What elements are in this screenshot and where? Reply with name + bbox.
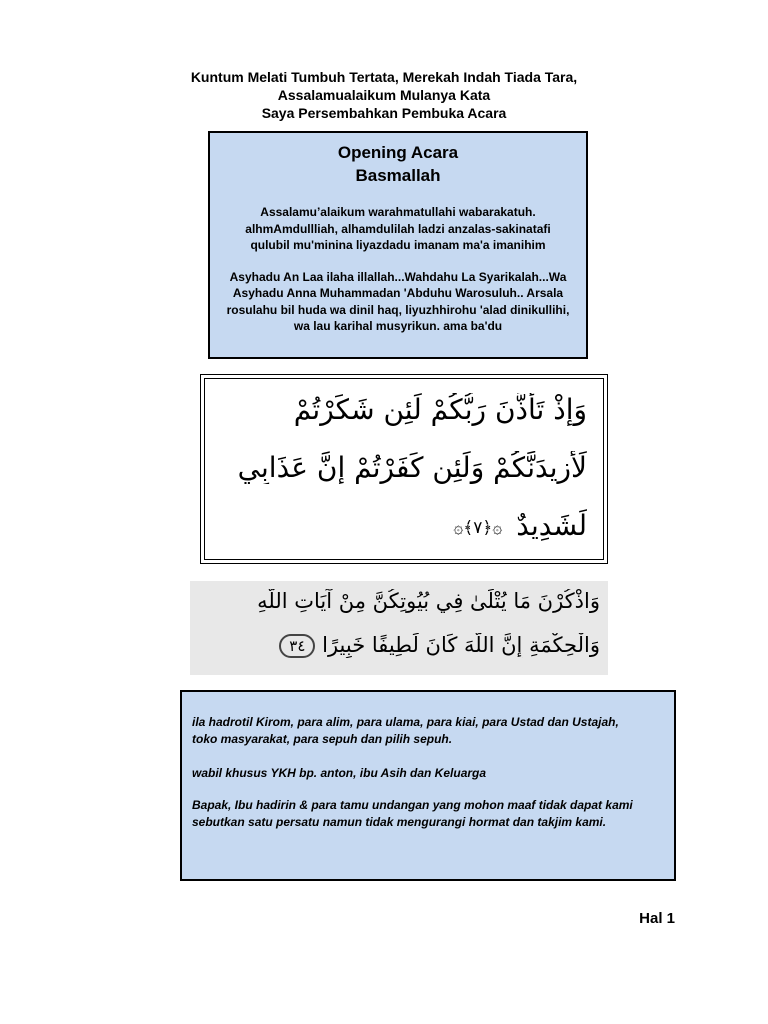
ayah-number: ٧ (473, 517, 483, 538)
greeting-line-2: toko masyarakat, para sepuh dan pilih sepuh. (192, 732, 453, 746)
verse1-line-1: وَإِذْ تَأَذَّنَ رَبُّكُمْ لَئِن شَكَرْتُمْ (293, 393, 587, 426)
intro-heading (0, 68, 768, 122)
syahadat-line-4: wa lau karihal musyrikun. ama ba'du (293, 319, 503, 333)
opening-title (210, 141, 586, 187)
apology-line-1: Bapak, Ibu hadirin & para tamu undangan yang mohon maaf tidak dapat kami (192, 798, 633, 812)
verse2-line-2 (196, 633, 600, 658)
salam-line-3: qulubil mu'minina liyazdadu imanam ma'a imanihim (250, 238, 546, 252)
greeting-apology (192, 797, 666, 831)
quran-verse-image-2 (190, 581, 608, 675)
opening-title-line-2: Basmallah (355, 166, 441, 185)
verse2-line-2-text: وَالْحِكْمَةِ إِنَّ اللَّهَ كَانَ لَطِيفًا خَبِيرًا (322, 633, 600, 657)
greeting-special: wabil khusus YKH bp. anton, ibu Asih dan Keluarga (192, 766, 487, 780)
greetings-box (180, 690, 676, 881)
verse1-line-3-text: لَشَدِيدٌ (516, 509, 587, 542)
quran-verse-image-1 (200, 374, 608, 564)
salam-line-1: Assalamu’alaikum warahmatullahi wabarakatuh. (260, 205, 536, 219)
verse1-line-2: لَأَزِيدَنَّكُمْ وَلَئِن كَفَرْتُمْ إِنَّ عَذَابِي (237, 451, 587, 484)
verse-frame (204, 378, 604, 560)
opening-box (208, 131, 588, 359)
intro-line-2: Assalamualaikum Mulanya Kata (277, 87, 491, 103)
opening-title-line-1: Opening Acara (337, 143, 459, 162)
intro-line-1: Kuntum Melati Tumbuh Tertata, Merekah Indah Tiada Tara, (190, 69, 578, 85)
syahadat-line-2: Asyhadu Anna Muhammadan 'Abduhu Warosuluh.. Arsala (232, 286, 564, 300)
verse2-line-1: وَاذْكُرْنَ مَا يُتْلَىٰ فِي بُيُوتِكُنَّ مِنْ آيَاتِ اللَّهِ (257, 589, 600, 613)
page-number: Hal 1 (639, 910, 675, 927)
ayah-number-ring: ٣٤ (279, 634, 315, 658)
syahadat-line-3: rosulahu bil huda wa dinil haq, liyuzhhirohu 'alad dinikullihi, (226, 302, 570, 317)
ayah-number-marker: ۞﴿٧﴾۞ (453, 517, 503, 538)
syahadat-paragraph (210, 269, 586, 335)
greeting-line-1: ila hadrotil Kirom, para alim, para ulama, para kiai, para Ustad dan Ustajah, (192, 715, 619, 729)
syahadat-line-1: Asyhadu An Laa ilaha illallah...Wahdahu La Syarikalah...Wa (229, 269, 567, 284)
intro-line-3: Saya Persembahkan Pembuka Acara (261, 105, 507, 121)
greeting-honored-guests (192, 714, 666, 748)
verse1-line-3 (215, 509, 587, 542)
salam-line-2: alhmAmdullliah, alhamdulilah ladzi anzalas-sakinatafi (245, 221, 551, 236)
salam-paragraph (210, 204, 586, 254)
apology-line-2: sebutkan satu persatu namun tidak mengurangi hormat dan takjim kami. (192, 815, 607, 829)
